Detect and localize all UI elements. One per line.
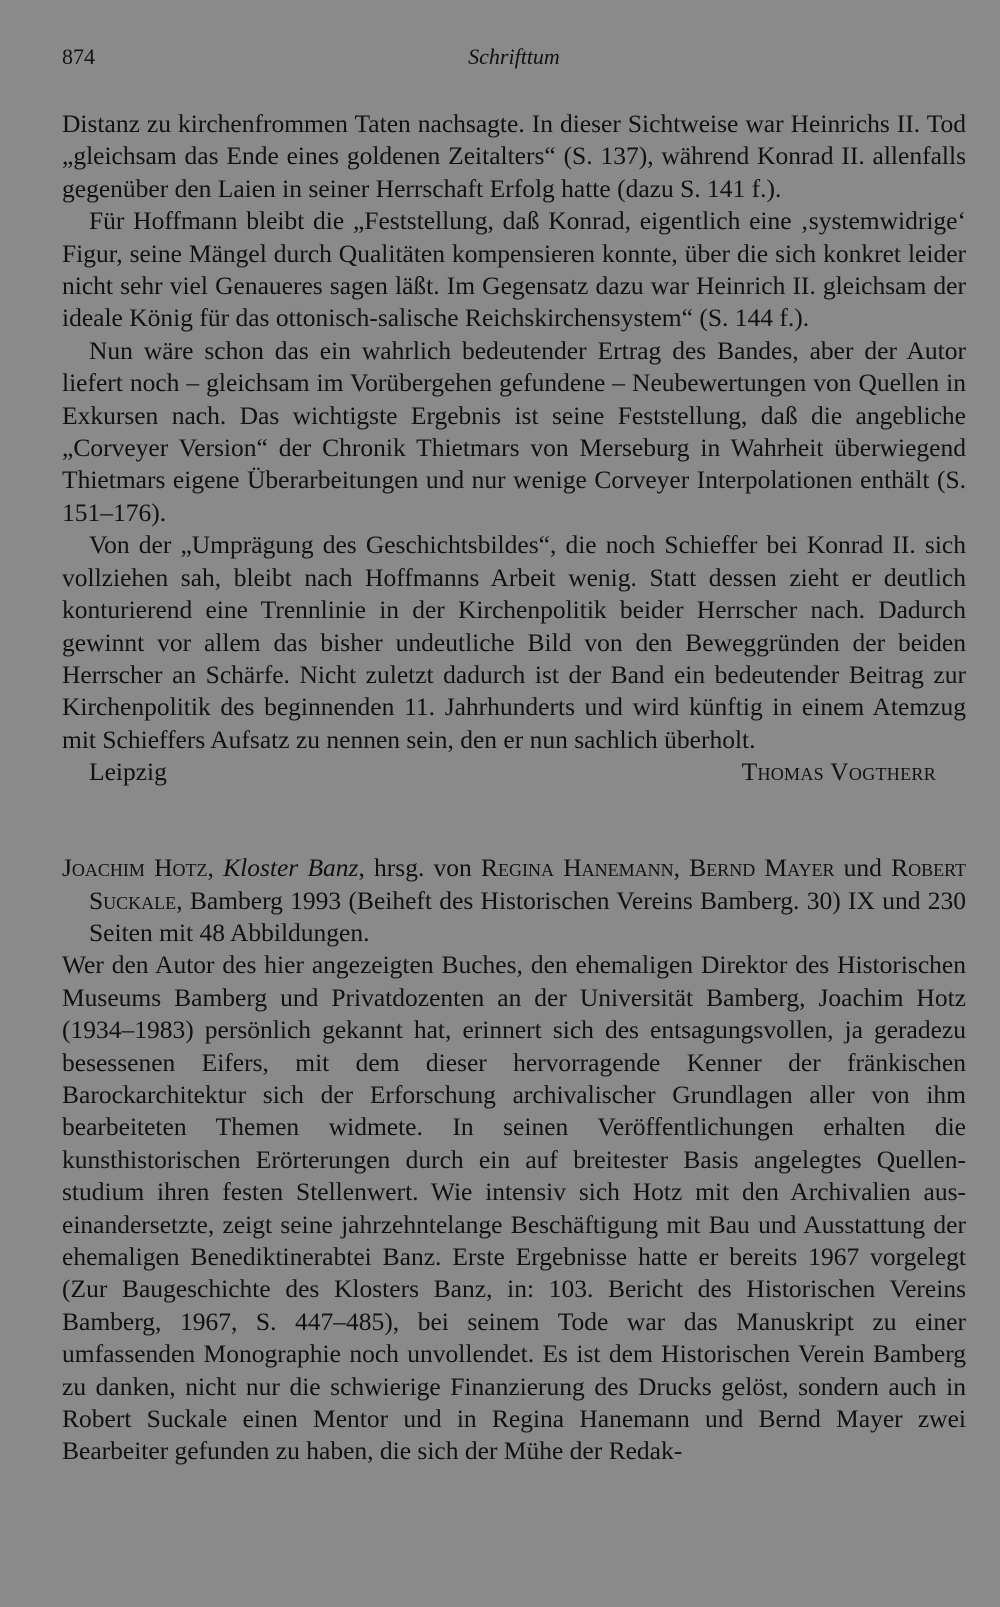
editor-name: Robert Suckale — [89, 853, 967, 915]
editor-name: Bernd Mayer — [689, 853, 835, 883]
paragraph: Für Hoffmann bleibt die „Feststellung, daß Konrad, eigentlich eine ‚systemwidrige‘ Figur, seine Mängel durch Qualitäten kompensieren konnte, über die sich konkret leider nicht sehr viel Genaueres sagen läßt. Im Gegensatz dazu war Heinrich II. gleichsam der ideale König für das ottonisch-salische Reichskirchensystem“ (S. 144 f.). — [62, 206, 966, 333]
signature-place: Leipzig — [89, 757, 167, 787]
review-bibliographic-header — [62, 852, 966, 949]
editor-separator: , — [673, 853, 690, 883]
book-author: Joachim Hotz — [62, 853, 208, 883]
review-continuation — [62, 108, 966, 790]
paragraph: Nun wäre schon das ein wahrlich bedeutender Ertrag des Bandes, aber der Autor liefert noch – gleichsam im Vorübergehen gefundene – Neubewertungen von Quellen in Exkursen nach. Das wichtigste Ergebnis ist seine Feststellung, daß die angebliche „Corveyer Version“ der Chronik Thietmars von Merseburg in Wahrheit überwiegend Thietmars eigene Überarbeitungen und nur wenige Corveyer Interpolationen enthält (S. 151–176). — [62, 335, 966, 527]
editor-name: Regina Hanemann — [481, 853, 674, 883]
book-title: Kloster Banz — [223, 853, 359, 883]
signature-author: Thomas Vogtherr — [741, 757, 936, 787]
paragraph: Wer den Autor des hier angezeigten Buches, den ehemaligen Direktor des Historischen Museums Bamberg und Privatdozenten an der Universität Bamberg, Joachim Hotz (1934–1983) persönlich gekannt hat, erinnert sich des entsagungsvollen, ja geradezu besessenen Eifers, mit dem dieser hervorragende Kenner der fränkischen Barockarchitektur sich der Erforschung archivalischer Grundlagen aller von ihm bearbeiteten Themen widmete. In seinen Veröffentlichungen erhalten die kunsthistorischen Erörterungen durch ein auf breitester Basis angelegtes Quellenstudium ihren festen Stellenwert. Wie intensiv sich Hotz mit den Archivalien auseinandersetzte, zeigt seine jahrzehntelange Beschäftigung mit Bau und Ausstattung der ehemaligen Benediktinerabtei Banz. Erste Ergebnisse hatte er bereits 1967 vorgelegt (Zur Baugeschichte des Klosters Banz, in: 103. Bericht des Historischen Vereins Bamberg, 1967, S. 447–485), bei seinem Tode war das Manuskript zu einer umfassenden Monographie noch unvollendet. Es ist dem Historischen Verein Bamberg zu danken, nicht nur die schwierige Finanzierung des Drucks gelöst, sondern auch in Robert Suckale einen Mentor und in Regina Hanemann und Bernd Mayer zwei Bearbeiter gefunden zu haben, die sich der Mühe der Redak- — [62, 950, 966, 1466]
editor-conjunction: und — [834, 853, 892, 883]
document-page — [62, 40, 966, 1468]
paragraph: Distanz zu kirchenfrommen Taten nachsagte. In dieser Sichtweise war Heinrichs II. Tod „gleichsam das Ende eines goldenen Zeitalters“ (S. 137), während Konrad II. allenfalls gegenüber den Laien in seiner Herrschaft Erfolg hatte (dazu S. 141 f.). — [62, 109, 966, 203]
review-signature — [62, 756, 966, 790]
review-body — [62, 949, 966, 1468]
editor-intro: , hrsg. von — [358, 853, 481, 883]
author-separator: , — [207, 853, 224, 883]
running-header — [62, 40, 966, 80]
running-title: Schrifttum — [468, 44, 560, 69]
publication-details: , Bamberg 1993 (Beiheft des Historischen Vereins Bamberg. 30) IX und 230 Seiten mit 48 Abbildungen. — [89, 885, 966, 947]
paragraph: Von der „Umprägung des Geschichtsbildes“, die noch Schieffer bei Konrad II. sich vollziehen sah, bleibt nach Hoffmanns Arbeit wenig. Statt dessen zieht er deutlich konturierend eine Trennlinie in der Kirchenpolitik beider Herrscher nach. Dadurch gewinnt vor allem das bisher undeutliche Bild von den Beweggründen der beiden Herrscher an Schärfe. Nicht zuletzt dadurch ist der Band ein bedeutender Beitrag zur Kirchenpolitik des beginnenden 11. Jahrhunderts und wird künftig in einem Atemzug mit Schieffers Aufsatz zu nennen sein, den er nun sachlich überholt. — [62, 530, 966, 754]
page-number: 874 — [62, 44, 95, 69]
